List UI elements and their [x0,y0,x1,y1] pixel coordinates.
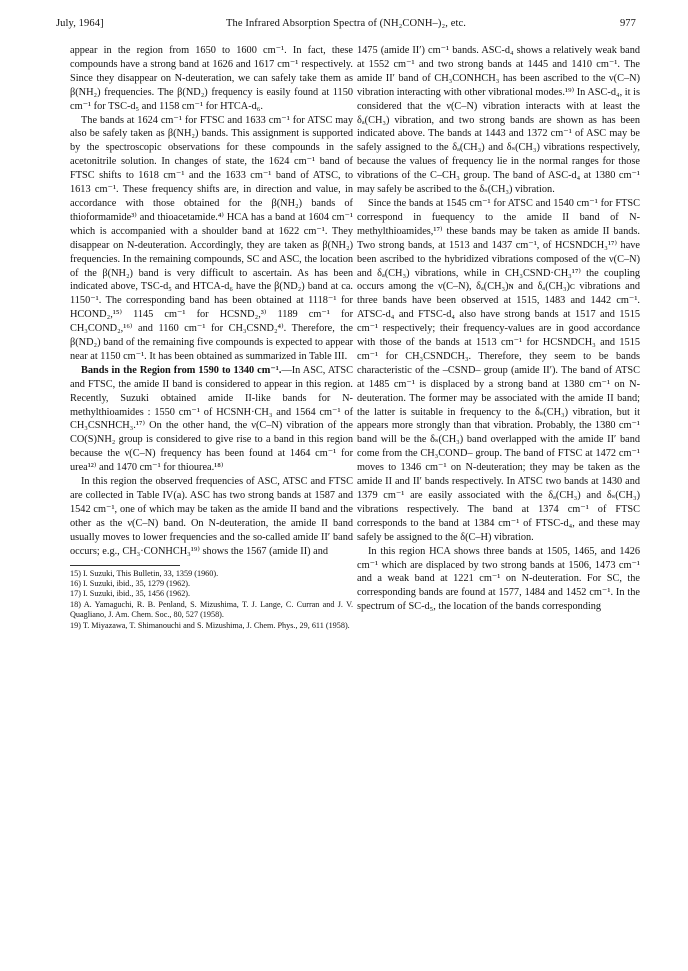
section-paragraph [70,364,353,475]
page-number: 977 [619,18,636,29]
footnote-rule [70,565,180,566]
paragraph: The bands at 1624 cm⁻¹ for FTSC and 1633 cm⁻¹ for ATSC may also be safely taken as β(NH₂) bands. This assignment is supported by the spectroscopic observations for these compounds in the acetonitrile solution. In changes of state, the 1624 cm⁻¹ band of FTSC shifts to 1618 cm⁻¹ and the 1633 cm⁻¹ band of ATSC, to 1613 cm⁻¹. These frequency shifts are, in direction and value, in accordance with those obtained for the β(NH₂) bands of thioformamide³⁾ and thioacetamide.⁴⁾ HCA has a band at 1604 cm⁻¹ which is accompanied with a shoulder band at 1622 cm⁻¹. They disappear on N-deuteration. Accordingly, they are taken as β(NH₂) frequencies. In the remaining compounds, SC and ASC, the location of the β(NH₂) band is very difficult to ascertain. As has been indicated above, TSC-d₅ and HTCA-d₆ have the β(ND₂) band at ca. 1150⁻¹. The corresponding band has been obtained at 1118⁻¹ for HCOND₂,¹⁵⁾ 1145 cm⁻¹ for HCSND₂,³⁾ 1189 cm⁻¹ for CH₃COND₂,¹⁶⁾ and 1160 cm⁻¹ for CH₃CSND₂⁴⁾. Therefore, the β(ND₂) band of the remaining five compounds is expected to appear near at 1150 cm⁻¹. It has been obtained as summarized in Table III. [70,114,353,362]
paragraph: In this region HCA shows three bands at 1505, 1465, and 1426 cm⁻¹ which are displaced by two strong bands at 1506, 1473 cm⁻¹ and a weak band at 1221 cm⁻¹ on N-deuteration. For SC, the corresponding bands are found at 1577, 1484 and 1452 cm⁻¹. In the spectrum of SC-d₅, the location of the bands corresponding [357,545,640,613]
footnote: 15) I. Suzuki, This Bulletin, 33, 1359 (1960). [70,568,219,578]
paragraph: 1475 (amide II′) cm⁻¹ bands. ASC-d₄ shows a relatively weak band at 1552 cm⁻¹ and two strong bands at 1445 and 1410 cm⁻¹. The amide II′ band of CH₃CONHCH₃ has been ascribed to the ν(C–N) vibration interacting with other vibrational modes.¹⁹⁾ In ASC-d₄, it is considered that the ν(C–N) vibration interacts with at least the δₐ(CH₃) vibration, and two strong bands are shown as has been indicated above. The bands at 1443 and 1372 cm⁻¹ of ASC may be safely assigned to the δₐ(CH₃) and δₛ(CH₃) vibrations respectively, because the values of frequency lie in the normal ranges for those vibrations of the C–CH₃ group. The band of ASC-d₄ at 1380 cm⁻¹ may safely be ascribed to the δₛ(CH₃) vibration. [357,45,640,196]
section-text: —In ASC, ATSC and FTSC, the amide II band is considered to appear in this region. Recently, Suzuki obtained amide II-like bands for N-methylthioamides : 1550 cm⁻¹ of HCSNH·CH₃ and 1564 cm⁻¹ of CH₃CSNHCH₃.¹⁷⁾ On the other hand, the ν(C–N) vibration of the CO(S)NH₂ group is considered to give rise to a band in this region because the ν(C–N) frequency has been found at 1464 cm⁻¹ for urea¹²⁾ and 1470 cm⁻¹ for thiourea.¹⁸⁾ [70,364,354,474]
header-title: The Infrared Absorption Spectra of (NH₂CONH–)₂, etc. [226,18,466,29]
footnote: 17) I. Suzuki, ibid., 35, 1456 (1962). [70,589,191,599]
paragraph: appear in the region from 1650 to 1600 cm⁻¹. In fact, these compounds have a strong band at 1626 and 1617 cm⁻¹ respectively. Since they disappear on N-deuteration, we can safely take them as β(NH₂) frequencies. The β(ND₂) frequency is easily found at 1150 cm⁻¹ for TSC-d₅ and 1158 cm⁻¹ for HTCA-d₆. [70,45,353,112]
paragraph: In this region the observed frequencies of ASC, ATSC and FTSC are collected in Table IV(a). ASC has two strong bands at 1587 and 1542 cm⁻¹, one of which may be taken as the amide II band and the other as the ν(C–N) band. On N-deuteration, the amide II band usually moves to lower frequencies and the so-called amide II′ band occurs; e.g., CH₃·CONHCH₃¹⁹⁾ shows the 1567 (amide II) and [70,476,353,557]
running-header [56,18,636,36]
right-column [357,44,640,614]
left-column [70,44,353,631]
section-heading: Bands in the Region from 1590 to 1340 cm⁻¹. [81,364,282,376]
footnote: 16) I. Suzuki, ibid., 35, 1279 (1962). [70,578,191,588]
footnote: 18) A. Yamaguchi, R. B. Penland, S. Mizushima, T. J. Lange, C. Curran and J. V. Quagliano, J. Am. Chem. Soc., 80, 527 (1958). [70,599,353,620]
paragraph: Since the bands at 1545 cm⁻¹ for ATSC and 1540 cm⁻¹ for FTSC correspond in fuequency to the amide II band of N-methylthioamides,¹⁷⁾ these bands may be taken as amide II bands. Two strong bands, at 1513 and 1437 cm⁻¹, of HCSNDCH₃¹⁷⁾ have been ascribed to the hybridized vibrations composed of the ν(C–N) and δₐ(CH₃) vibrations, while in CH₃CSND·CH₃¹⁷⁾ the coupling occurs among the ν(C–N), δₐ(CH₃)ɴ and δₐ(CH₃)ᴄ vibrations and three bands have been observed at 1515, 1483 and 1442 cm⁻¹. ATSC-d₄ and FTSC-d₄ also have strong bands at 1517 and 1515 cm⁻¹ respectively; their frequency-values are in good accordance with those of the bands at 1513 cm⁻¹ for HCSNDCH₃ and 1515 cm⁻¹ for CH₃CSNDCH₃. Therefore, they seem to be bands characteristic of the –CSND– group (amide II′). The band of ATSC at 1485 cm⁻¹ is displaced by a strong band at 1380 cm⁻¹ on N-deuteration. The former may be associated with the amide II band; the latter is suitable in frequency to the δₛ(CH₃) vibration, but it appears more strongly than that vibration. Probably, the 1380 cm⁻¹ band will be the δₛ(CH₃) band overlapped with the amide II′ band come from the CH₃COND– group. The band of FTSC at 1472 cm⁻¹ moves to 1346 cm⁻¹ on N-deuteration; they may be taken as the amide II and II′ bands respectively. In ATSC two bands at 1430 and 1379 cm⁻¹ are easily associated with the δₐ(CH₃) and δₛ(CH₃) vibrations respectively. The band at 1374 cm⁻¹ of FTSC corresponds to the band at 1384 cm⁻¹ of FTSC-d₄, and these may safely be assigned to the δ(C–H) vibration. [357,197,640,543]
header-left: July, 1964] [56,18,104,29]
footnote: 19) T. Miyazawa, T. Shimanouchi and S. Mizushima, J. Chem. Phys., 29, 611 (1958). [70,620,350,630]
